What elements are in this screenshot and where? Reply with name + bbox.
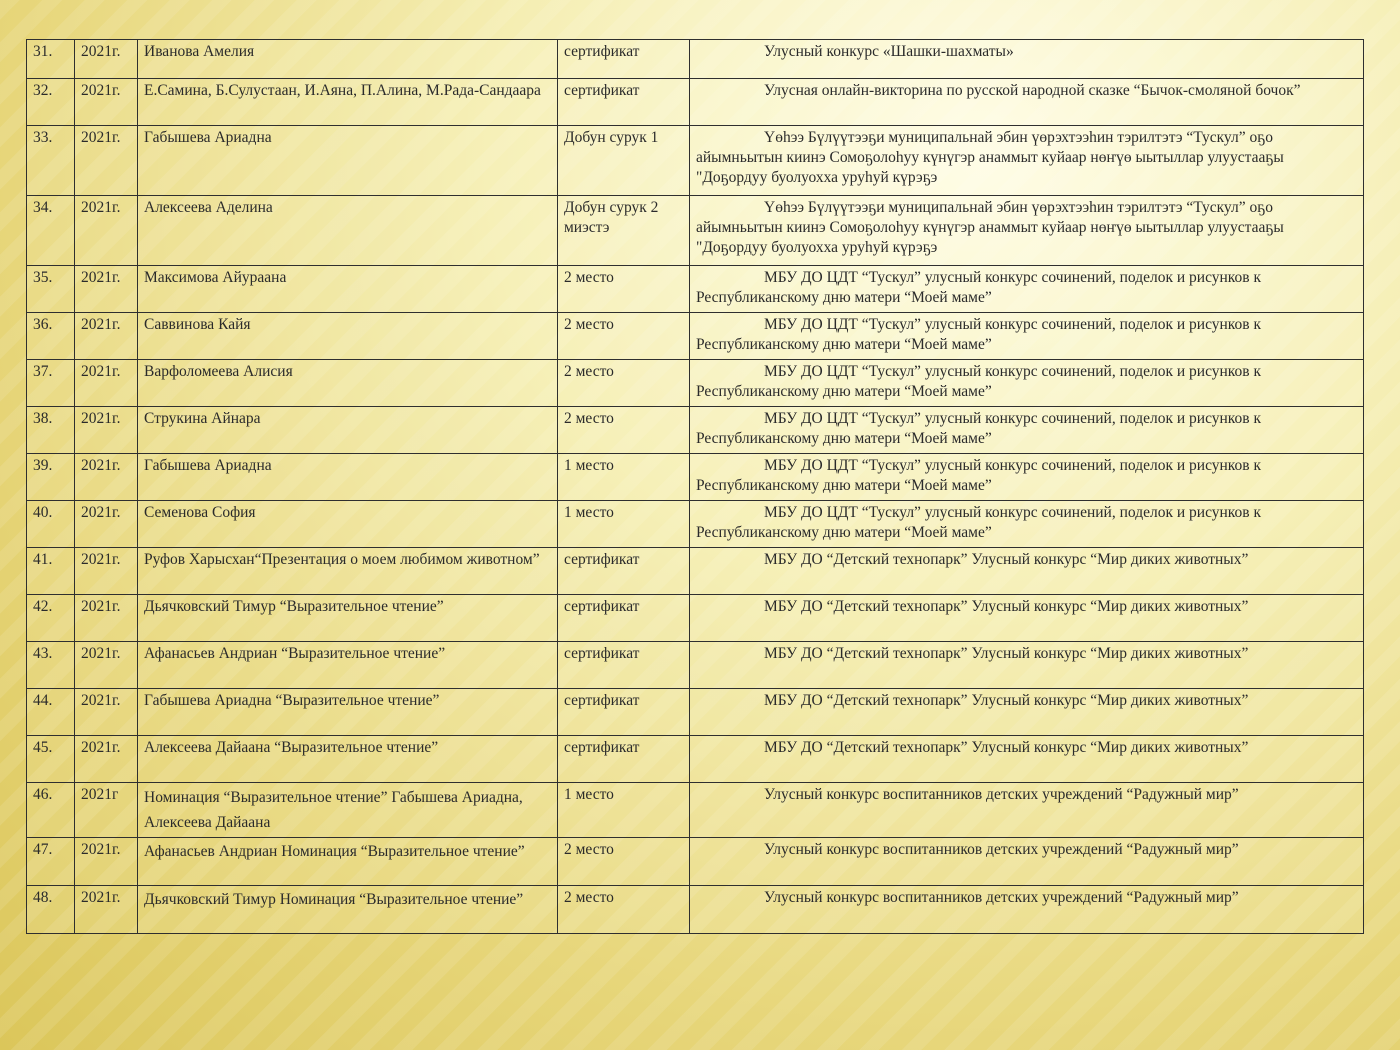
row-number: 36. [27, 313, 75, 360]
table-row [27, 454, 1364, 501]
table-row [27, 40, 1364, 79]
row-number: 47. [27, 838, 75, 886]
participant-name: Дьячковский Тимур Номинация “Выразительное чтение” [138, 886, 558, 934]
row-number: 39. [27, 454, 75, 501]
row-year: 2021г. [75, 196, 138, 266]
participant-name: Дьячковский Тимур “Выразительное чтение” [138, 595, 558, 642]
row-year: 2021г. [75, 642, 138, 689]
award-result: 1 место [558, 783, 690, 838]
table-row [27, 736, 1364, 783]
row-year: 2021г. [75, 454, 138, 501]
contest-description: МБУ ДО “Детский технопарк” Улусный конкурс “Мир диких животных” [690, 736, 1364, 783]
participant-name: Афанасьев Андриан Номинация “Выразительное чтение” [138, 838, 558, 886]
contest-description: МБУ ДО ЦДТ “Тускул” улусный конкурс сочинений, поделок и рисунков к Республиканскому дню матери “Моей маме” [690, 454, 1364, 501]
row-year: 2021г. [75, 838, 138, 886]
award-result: 2 место [558, 886, 690, 934]
row-year: 2021г. [75, 313, 138, 360]
participant-name: Габышева Ариадна [138, 454, 558, 501]
award-result: 1 место [558, 454, 690, 501]
row-year: 2021г. [75, 548, 138, 595]
table-row [27, 886, 1364, 934]
participant-name: Варфоломеева Алисия [138, 360, 558, 407]
table-row [27, 360, 1364, 407]
table-row [27, 407, 1364, 454]
contest-description: Үөһээ Бүлүүтээҕи муниципальнай эбин үөрэхтээһин тэрилтэтэ “Тускул” оҕо айымньытын киинэ Сомоҕолоһуу күнүгэр анаммыт куйаар нөҥүө ыытыллар улуустааҕы "Доҕордуу буолуохха уруһуй күрэҕэ [690, 126, 1364, 196]
award-result: 2 место [558, 313, 690, 360]
award-result: сертификат [558, 79, 690, 126]
contest-description: Үөһээ Бүлүүтээҕи муниципальнай эбин үөрэхтээһин тэрилтэтэ “Тускул” оҕо айымньытын киинэ Сомоҕолоһуу күнүгэр анаммыт куйаар нөҥүө ыытыллар улуустааҕы "Доҕордуу буолуохха уруһуй күрэҕэ [690, 196, 1364, 266]
row-number: 32. [27, 79, 75, 126]
contest-description: МБУ ДО ЦДТ “Тускул” улусный конкурс сочинений, поделок и рисунков к Республиканскому дню матери “Моей маме” [690, 501, 1364, 548]
participant-name: Струкина Айнара [138, 407, 558, 454]
award-result: 2 место [558, 360, 690, 407]
award-result: Добун сурук 1 [558, 126, 690, 196]
row-year: 2021г. [75, 126, 138, 196]
award-result: 2 место [558, 407, 690, 454]
participant-name: Алексеева Аделина [138, 196, 558, 266]
row-year: 2021г. [75, 689, 138, 736]
award-result: сертификат [558, 736, 690, 783]
table-row [27, 196, 1364, 266]
participant-name: Руфов Харысхан“Презентация о моем любимом животном” [138, 548, 558, 595]
contest-description: МБУ ДО “Детский технопарк” Улусный конкурс “Мир диких животных” [690, 595, 1364, 642]
row-year: 2021г. [75, 79, 138, 126]
contest-description: МБУ ДО “Детский технопарк” Улусный конкурс “Мир диких животных” [690, 642, 1364, 689]
contest-description: МБУ ДО ЦДТ “Тускул” улусный конкурс сочинений, поделок и рисунков к Республиканскому дню матери “Моей маме” [690, 407, 1364, 454]
row-year: 2021г. [75, 40, 138, 79]
participant-name: Е.Самина, Б.Сулустаан, И.Аяна, П.Алина, М.Рада-Сандаара [138, 79, 558, 126]
row-number: 40. [27, 501, 75, 548]
participant-name: Габышева Ариадна “Выразительное чтение” [138, 689, 558, 736]
participant-name: Максимова Айураана [138, 266, 558, 313]
participant-name: Семенова София [138, 501, 558, 548]
row-number: 35. [27, 266, 75, 313]
row-year: 2021г. [75, 266, 138, 313]
contest-description: МБУ ДО “Детский технопарк” Улусный конкурс “Мир диких животных” [690, 548, 1364, 595]
row-year: 2021г. [75, 886, 138, 934]
table-row [27, 501, 1364, 548]
row-year: 2021г. [75, 407, 138, 454]
participant-name: Номинация “Выразительное чтение” Габышева Ариадна, Алексеева Дайаана [138, 783, 558, 838]
table-row [27, 126, 1364, 196]
contest-description: МБУ ДО “Детский технопарк” Улусный конкурс “Мир диких животных” [690, 689, 1364, 736]
award-result: сертификат [558, 595, 690, 642]
row-number: 45. [27, 736, 75, 783]
contest-description: МБУ ДО ЦДТ “Тускул” улусный конкурс сочинений, поделок и рисунков к Республиканскому дню матери “Моей маме” [690, 360, 1364, 407]
participant-name: Афанасьев Андриан “Выразительное чтение” [138, 642, 558, 689]
contest-description: Улусная онлайн-викторина по русской народной сказке “Бычок-смоляной бочок” [690, 79, 1364, 126]
row-year: 2021г. [75, 360, 138, 407]
participant-name: Иванова Амелия [138, 40, 558, 79]
table-row [27, 266, 1364, 313]
row-number: 44. [27, 689, 75, 736]
table-row [27, 313, 1364, 360]
table-row [27, 79, 1364, 126]
table-row [27, 689, 1364, 736]
contest-description: Улусный конкурс воспитанников детских учреждений “Радужный мир” [690, 886, 1364, 934]
table-row [27, 595, 1364, 642]
participant-name: Габышева Ариадна [138, 126, 558, 196]
table-row [27, 838, 1364, 886]
award-result: сертификат [558, 689, 690, 736]
table-row [27, 548, 1364, 595]
table-row [27, 642, 1364, 689]
award-result: сертификат [558, 40, 690, 79]
row-number: 38. [27, 407, 75, 454]
row-number: 31. [27, 40, 75, 79]
contest-description: Улусный конкурс «Шашки-шахматы» [690, 40, 1364, 79]
row-year: 2021г [75, 783, 138, 838]
contest-description: Улусный конкурс воспитанников детских учреждений “Радужный мир” [690, 838, 1364, 886]
award-result: сертификат [558, 642, 690, 689]
award-result: 2 место [558, 266, 690, 313]
row-year: 2021г. [75, 736, 138, 783]
row-number: 43. [27, 642, 75, 689]
row-number: 46. [27, 783, 75, 838]
award-result: сертификат [558, 548, 690, 595]
participant-name: Алексеева Дайаана “Выразительное чтение” [138, 736, 558, 783]
contest-description: Улусный конкурс воспитанников детских учреждений “Радужный мир” [690, 783, 1364, 838]
row-number: 37. [27, 360, 75, 407]
awards-table [26, 39, 1364, 934]
contest-description: МБУ ДО ЦДТ “Тускул” улусный конкурс сочинений, поделок и рисунков к Республиканскому дню матери “Моей маме” [690, 266, 1364, 313]
award-result: 1 место [558, 501, 690, 548]
row-number: 41. [27, 548, 75, 595]
row-number: 33. [27, 126, 75, 196]
row-year: 2021г. [75, 501, 138, 548]
award-result: 2 место [558, 838, 690, 886]
table-row [27, 783, 1364, 838]
participant-name: Саввинова Кайя [138, 313, 558, 360]
contest-description: МБУ ДО ЦДТ “Тускул” улусный конкурс сочинений, поделок и рисунков к Республиканскому дню матери “Моей маме” [690, 313, 1364, 360]
award-result: Добун сурук 2 миэстэ [558, 196, 690, 266]
row-number: 42. [27, 595, 75, 642]
row-number: 48. [27, 886, 75, 934]
row-year: 2021г. [75, 595, 138, 642]
row-number: 34. [27, 196, 75, 266]
